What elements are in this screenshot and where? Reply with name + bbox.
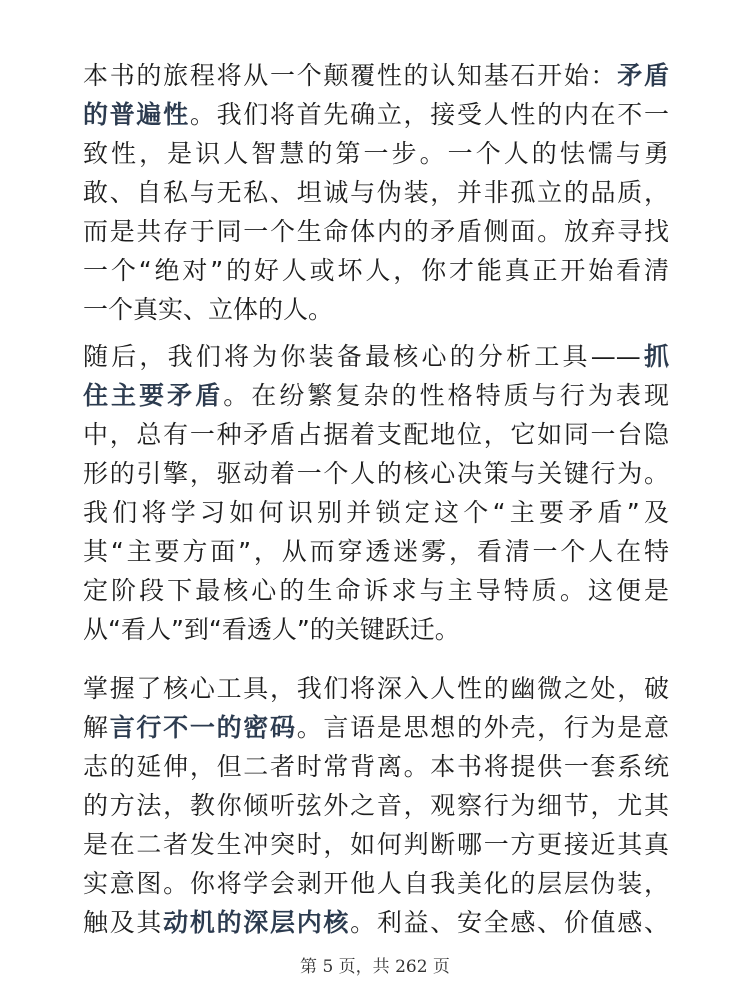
text-segment: 。我们将首先确立，接受人性的内在不一 bbox=[189, 100, 669, 129]
text-line bbox=[83, 669, 669, 708]
text-line bbox=[83, 56, 669, 95]
text-segment: 的方法，教你倾听弦外之音，观察行为细节，尤其 bbox=[83, 791, 669, 820]
text-line bbox=[83, 903, 669, 942]
emphasis-text: 抓 bbox=[640, 342, 669, 371]
text-line bbox=[83, 532, 669, 571]
text-segment: 掌握了核心工具，我们将深入人性的幽微之处，破 bbox=[83, 674, 669, 703]
emphasis-text: 矛盾 bbox=[617, 61, 669, 90]
text-line bbox=[83, 134, 669, 173]
text-segment: 随后，我们将为你装备最核心的分析工具—— bbox=[83, 342, 641, 371]
text-segment: 。在纷繁复杂的性格特质与行为表现 bbox=[223, 381, 669, 410]
emphasis-text: 住主要矛盾 bbox=[83, 381, 224, 410]
text-line bbox=[83, 786, 669, 825]
text-line bbox=[83, 212, 669, 251]
text-line bbox=[83, 337, 669, 376]
text-segment: 形的引擎，驱动着一个人的核心决策与关键行为。 bbox=[83, 459, 669, 488]
text-segment: 一个“绝对”的好人或坏人，你才能真正开始看清 bbox=[83, 256, 669, 285]
text-segment: 中，总有一种矛盾占据着支配地位，它如同一台隐 bbox=[83, 420, 669, 449]
text-segment: 从“看人”到“看透人”的关键跃迁。 bbox=[83, 615, 460, 644]
text-segment: 敢、自私与无私、坦诚与伪装，并非孤立的品质， bbox=[83, 178, 669, 207]
text-line bbox=[83, 747, 669, 786]
text-line bbox=[83, 290, 669, 329]
text-line bbox=[83, 173, 669, 212]
text-segment: 实意图。你将学会剥开他人自我美化的层层伪装， bbox=[83, 869, 669, 898]
paragraph bbox=[83, 337, 669, 649]
text-segment: 我们将学习如何识别并锁定这个“主要矛盾”及 bbox=[83, 498, 669, 527]
text-line bbox=[83, 493, 669, 532]
text-line bbox=[83, 825, 669, 864]
text-line bbox=[83, 376, 669, 415]
text-line bbox=[83, 415, 669, 454]
text-segment: 定阶段下最核心的生命诉求与主导特质。这便是 bbox=[83, 576, 669, 605]
paragraph bbox=[83, 669, 669, 942]
text-segment: 。言语是思想的外壳，行为是意 bbox=[296, 713, 669, 742]
text-segment: 志的延伸，但二者时常背离。本书将提供一套系统 bbox=[83, 752, 669, 781]
paragraph bbox=[83, 56, 669, 329]
text-line bbox=[83, 95, 669, 134]
text-segment: 其“主要方面”，从而穿透迷雾，看清一个人在特 bbox=[83, 537, 669, 566]
emphasis-text: 的普遍性 bbox=[83, 100, 190, 129]
text-segment: 本书的旅程将从一个颠覆性的认知基石开始： bbox=[83, 61, 618, 90]
text-line bbox=[83, 454, 669, 493]
emphasis-text: 言行不一的密码 bbox=[109, 713, 297, 742]
text-line bbox=[83, 708, 669, 747]
text-line bbox=[83, 251, 669, 290]
text-line bbox=[83, 610, 669, 649]
text-segment: 触及其 bbox=[83, 908, 164, 937]
text-segment: 解 bbox=[83, 713, 110, 742]
text-segment: 是在二者发生冲突时，如何判断哪一方更接近其真 bbox=[83, 830, 669, 859]
text-line bbox=[83, 571, 669, 610]
page-indicator: 第 5 页，共 262 页 bbox=[300, 957, 450, 977]
emphasis-text: 动机的深层内核 bbox=[163, 908, 351, 937]
text-segment: 。利益、安全感、价值感、 bbox=[350, 908, 669, 937]
text-line bbox=[83, 864, 669, 903]
text-segment: 一个真实、立体的人。 bbox=[83, 295, 334, 324]
text-segment: 而是共存于同一个生命体内的矛盾侧面。放弃寻找 bbox=[83, 217, 669, 246]
text-segment: 致性，是识人智慧的第一步。一个人的怯懦与勇 bbox=[83, 139, 669, 168]
